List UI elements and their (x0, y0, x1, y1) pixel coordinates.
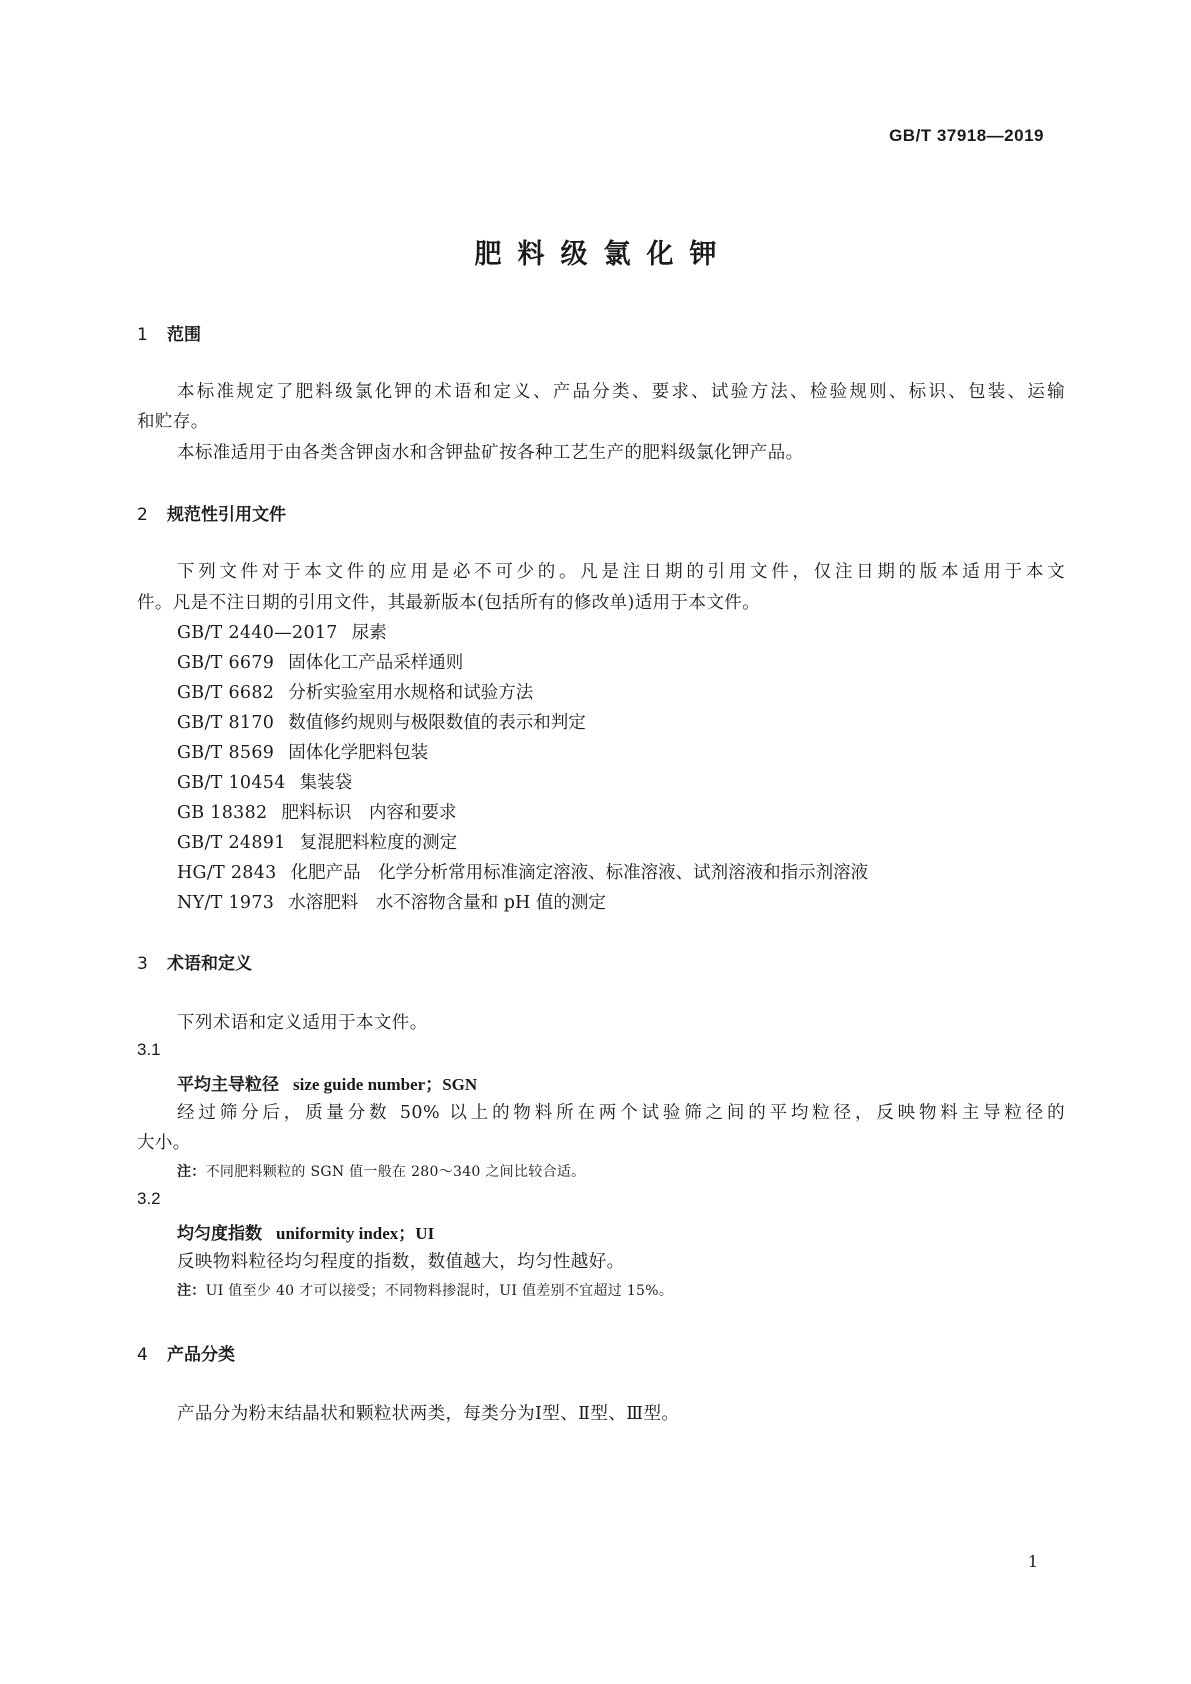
term-chinese: 均匀度指数 (177, 1224, 262, 1244)
reference-item (177, 739, 428, 764)
section-4-heading (137, 1340, 235, 1365)
term-chinese: 平均主导粒径 (177, 1075, 279, 1095)
reference-code: GB/T 6679 (177, 653, 275, 673)
reference-item (177, 859, 868, 884)
section-number: 3 (137, 954, 148, 974)
section-title: 术语和定义 (167, 954, 252, 974)
reference-item (177, 829, 457, 854)
reference-title: 固体化学肥料包装 (288, 743, 429, 763)
reference-code: NY/T 1973 (177, 893, 275, 913)
section-3-heading (137, 949, 252, 974)
term-3-2 (177, 1219, 434, 1244)
section-title: 规范性引用文件 (167, 505, 286, 525)
reference-code: GB/T 2440—2017 (177, 623, 338, 643)
term-english: uniformity index；UI (276, 1224, 435, 1243)
section-title: 产品分类 (167, 1345, 235, 1365)
note-text: UI 值至少 40 才可以接受；不同物料掺混时，UI 值差别不宜超过 15%。 (205, 1283, 674, 1299)
section-1-heading (137, 320, 201, 345)
note-label: 注： (177, 1164, 206, 1180)
reference-code: GB/T 10454 (177, 773, 286, 793)
section-number: 2 (137, 505, 148, 525)
reference-title: 水溶肥料 水不溶物含量和 pH 值的测定 (288, 893, 606, 913)
term-3-1-definition-line-2: 大小。 (137, 1133, 191, 1153)
reference-title: 分析实验室用水规格和试验方法 (288, 683, 534, 703)
section-2-paragraph-line-1: 下列文件对于本文件的应用是必不可少的。凡是注日期的引用文件，仅注日期的版本适用于本文 (177, 562, 1065, 582)
term-3-2-number: 3.2 (137, 1189, 161, 1208)
reference-title: 固体化工产品采样通则 (288, 653, 464, 673)
reference-title: 尿素 (351, 623, 387, 643)
reference-title: 复混肥料粒度的测定 (299, 833, 458, 853)
section-2-paragraph-line-2: 件。凡是不注日期的引用文件，其最新版本(包括所有的修改单)适用于本文件。 (137, 593, 761, 613)
section-1-paragraph-2: 本标准适用于由各类含钾卤水和含钾盐矿按各种工艺生产的肥料级氯化钾产品。 (177, 443, 804, 463)
reference-title: 数值修约规则与极限数值的表示和判定 (288, 713, 586, 733)
note-text: 不同肥料颗粒的 SGN 值一般在 280～340 之间比较合适。 (205, 1164, 586, 1180)
reference-item (177, 709, 586, 734)
term-3-2-note (177, 1280, 673, 1300)
reference-item (177, 769, 352, 794)
term-3-2-definition: 反映物料粒径均匀程度的指数，数值越大，均匀性越好。 (177, 1252, 625, 1272)
section-3-intro: 下列术语和定义适用于本文件。 (177, 1013, 428, 1033)
term-3-1-number: 3.1 (137, 1040, 161, 1059)
reference-code: GB/T 24891 (177, 833, 286, 853)
note-label: 注： (177, 1283, 206, 1299)
term-3-1 (177, 1070, 477, 1095)
term-english: size guide number；SGN (293, 1075, 478, 1094)
reference-item (177, 799, 456, 824)
document-title: 肥料级氯化钾 (474, 239, 733, 270)
standard-code: GB/T 37918—2019 (889, 126, 1044, 145)
section-title: 范围 (167, 325, 201, 345)
reference-item (177, 889, 606, 914)
section-1-paragraph-1-line-2: 和贮存。 (137, 412, 209, 432)
reference-code: GB/T 8569 (177, 743, 275, 763)
section-4-paragraph: 产品分为粉末结晶状和颗粒状两类，每类分为Ⅰ型、Ⅱ型、Ⅲ型。 (177, 1404, 680, 1424)
section-number: 4 (137, 1345, 148, 1365)
section-2-heading (137, 500, 286, 525)
term-3-1-definition-line-1: 经过筛分后，质量分数 50% 以上的物料所在两个试验筛之间的平均粒径，反映物料主导粒径的 (177, 1103, 1065, 1123)
reference-title: 肥料标识 内容和要求 (281, 803, 457, 823)
reference-code: GB/T 8170 (177, 713, 275, 733)
section-number: 1 (137, 325, 148, 345)
section-1-paragraph-1-line-1: 本标准规定了肥料级氯化钾的术语和定义、产品分类、要求、试验方法、检验规则、标识、包装、运输 (177, 382, 1065, 402)
reference-title: 化肥产品 化学分析常用标准滴定溶液、标准溶液、试剂溶液和指示剂溶液 (290, 863, 869, 883)
reference-item (177, 649, 463, 674)
reference-code: GB 18382 (177, 803, 268, 823)
term-3-1-note (177, 1161, 585, 1181)
reference-code: HG/T 2843 (177, 863, 277, 883)
page-number: 1 (1027, 1552, 1038, 1571)
reference-item (177, 619, 387, 644)
reference-title: 集装袋 (299, 773, 353, 793)
reference-item (177, 679, 533, 704)
reference-code: GB/T 6682 (177, 683, 275, 703)
